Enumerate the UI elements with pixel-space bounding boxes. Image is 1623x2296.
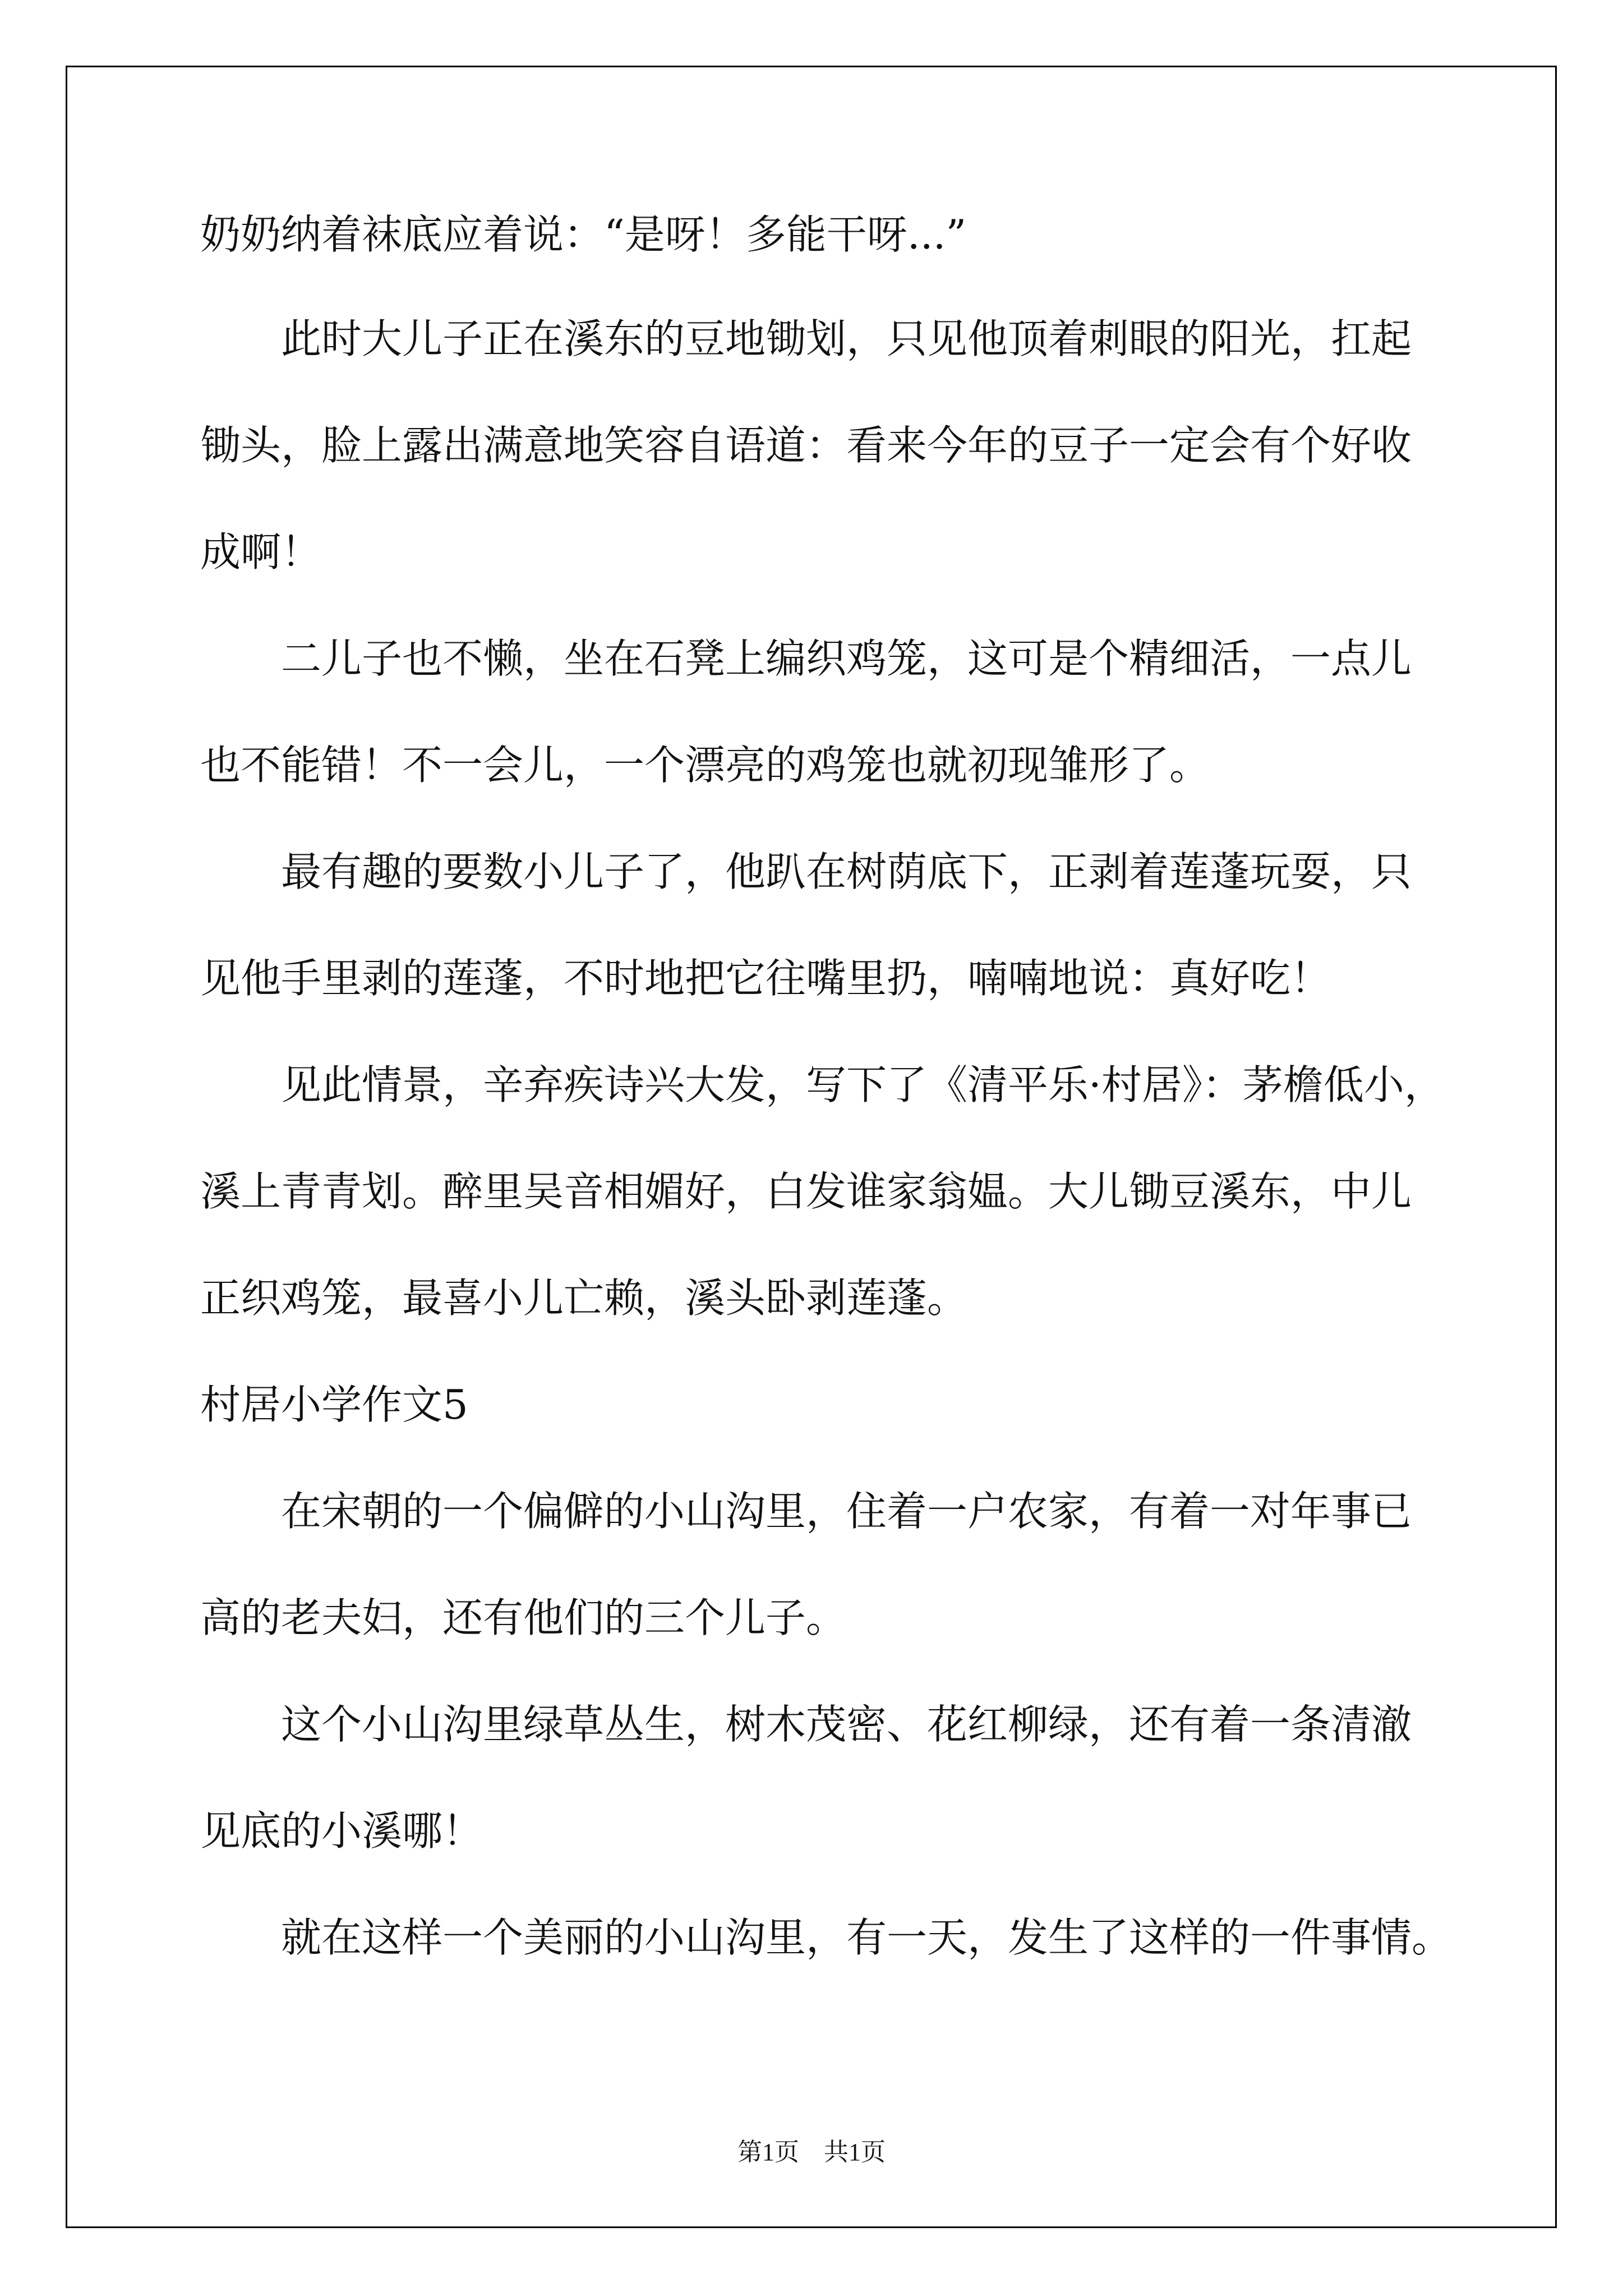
text-line: 见此情景，辛弃疾诗兴大发，写下了《清平乐·村居》：茅檐低小， — [200, 1061, 1445, 1108]
text-line: 锄头，脸上露出满意地笑容自语道：看来今年的豆子一定会有个好收 — [200, 422, 1412, 469]
text-line: 成啊！ — [200, 528, 322, 576]
text-line: 见他手里剥的莲蓬，不时地把它往嘴里扔，喃喃地说：真好吃！ — [200, 955, 1331, 1002]
text-line: 这个小山沟里绿草丛生，树木茂密、花红柳绿，还有着一条清澈 — [200, 1701, 1412, 1748]
text-line: 高的老夫妇，还有他们的三个儿子。 — [200, 1594, 847, 1641]
text-line: 此时大儿子正在溪东的豆地锄划，只见他顶着刺眼的阳光，扛起 — [200, 315, 1412, 362]
text-line: 就在这样一个美丽的小山沟里，有一天，发生了这样的一件事情。 — [200, 1914, 1453, 1961]
page-border — [66, 66, 1557, 2228]
text-line: 在宋朝的一个偏僻的小山沟里，住着一户农家，有着一对年事已 — [200, 1488, 1412, 1535]
text-line: 最有趣的要数小儿子了，他趴在树荫底下，正剥着莲蓬玩耍，只 — [200, 848, 1412, 895]
text-line: 见底的小溪哪！ — [200, 1807, 483, 1855]
text-line: 溪上青青划。醉里吴音相媚好，白发谁家翁媪。大儿锄豆溪东，中儿 — [200, 1168, 1412, 1215]
text-line: 奶奶纳着袜底应着说：“是呀！多能干呀...” — [200, 211, 967, 258]
text-line: 二儿子也不懒，坐在石凳上编织鸡笼，这可是个精细活，一点儿 — [200, 635, 1412, 682]
text-line: 也不能错！不一会儿，一个漂亮的鸡笼也就初现雏形了。 — [200, 742, 1210, 789]
page-footer: 第1页 共1页 — [737, 2138, 886, 2166]
text-line: 正织鸡笼，最喜小儿亡赖，溪头卧剥莲蓬。 — [200, 1274, 968, 1322]
section-heading: 村居小学作文5 — [200, 1381, 468, 1428]
